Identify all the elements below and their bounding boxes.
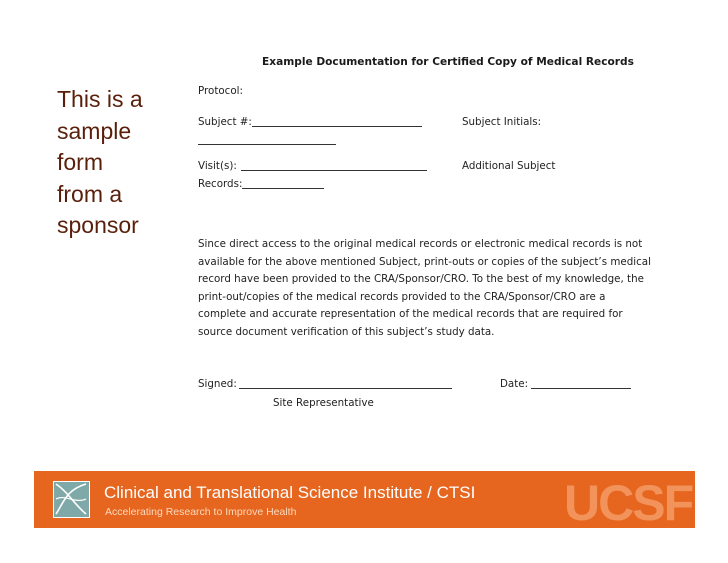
signature-line <box>239 388 452 389</box>
visits-label: Visit(s): <box>198 160 237 172</box>
paragraph-line: source document verification of this subject’s study data. <box>198 325 495 338</box>
visits-line <box>241 170 427 171</box>
side-note-line: sample <box>57 117 132 144</box>
attestation-paragraph <box>198 236 658 342</box>
additional-subject-label: Additional Subject <box>462 160 556 172</box>
records-label: Records: <box>198 178 243 190</box>
ctsi-banner <box>34 471 695 531</box>
date-label: Date: <box>500 378 529 390</box>
subject-number-label: Subject #: <box>198 116 252 128</box>
paragraph-line: print-out/copies of the medical records provided to the CRA/Sponsor/CRO are a <box>198 290 606 303</box>
banner-subtitle: Accelerating Research to Improve Health <box>105 506 297 518</box>
paragraph-line: available for the above mentioned Subject, print-outs or copies of the subject’s medical <box>198 255 651 268</box>
paragraph-line: Since direct access to the original medical records or electronic medical records is not <box>198 238 643 250</box>
subject-number-line <box>252 126 422 127</box>
protocol-label: Protocol: <box>198 85 243 97</box>
date-line <box>531 388 631 389</box>
banner-title: Clinical and Translational Science Institute / CTSI <box>104 483 476 502</box>
subject-initials-label: Subject Initials: <box>462 116 542 128</box>
subject-number-line-continued <box>198 144 336 145</box>
side-note-line: sponsor <box>57 212 139 238</box>
form-title: Example Documentation for Certified Copy of Medical Records <box>262 56 634 68</box>
records-line <box>242 188 324 189</box>
paragraph-line: record have been provided to the CRA/Sponsor/CRO. To the best of my knowledge, the <box>198 273 644 286</box>
site-representative-label: Site Representative <box>273 397 374 409</box>
paragraph-line: complete and accurate representation of the medical records that are required for <box>198 308 623 321</box>
ctsi-logo-icon <box>53 481 90 518</box>
side-note-line: from a <box>57 180 123 207</box>
signed-label: Signed: <box>198 378 237 390</box>
side-note-line: form <box>57 149 103 175</box>
side-note-line: This is a <box>57 86 143 112</box>
ucsf-logo: UCSF <box>564 475 693 531</box>
